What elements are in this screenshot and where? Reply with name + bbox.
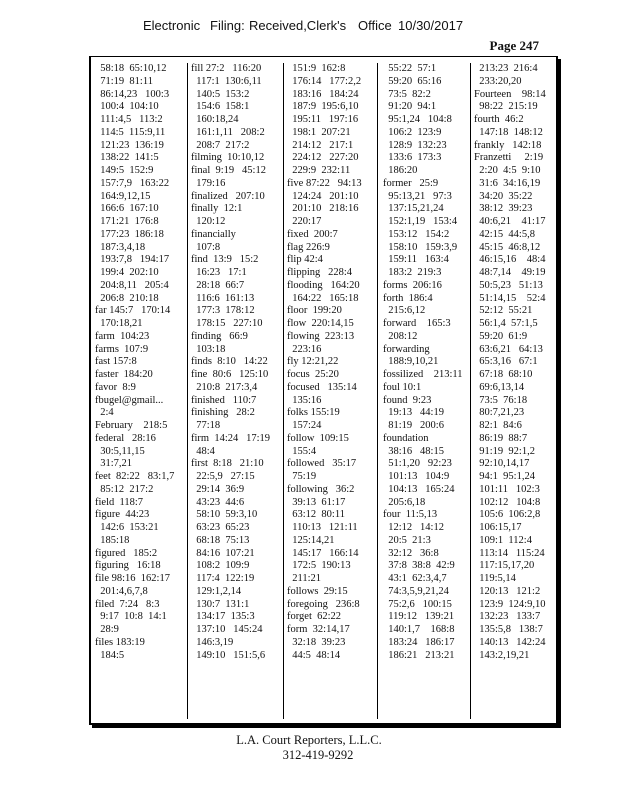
page-footer — [0, 733, 618, 763]
index-entry: 158:10 159:3,9 — [383, 241, 458, 253]
index-entry: 48:7,14 49:19 — [474, 267, 546, 278]
index-entry: 161:1,11 208:2 — [191, 126, 265, 138]
index-entry: 171:21 176:8 — [95, 216, 159, 227]
index-entry: foundation — [383, 432, 429, 444]
index-entry: five 87:22 94:13 — [287, 177, 362, 189]
index-entry: 229:9 232:11 — [287, 165, 351, 176]
header-date: 10/30/2017 — [398, 18, 464, 33]
index-entry: 51:1,20 92:23 — [383, 458, 452, 470]
index-entry: flooding 164:20 — [287, 279, 360, 291]
index-entry: 28:9 — [95, 624, 119, 635]
index-entry: finds 8:10 14:22 — [191, 356, 268, 368]
index-entry: 135:16 — [287, 394, 322, 406]
index-entry: foregoing 236:8 — [287, 598, 360, 610]
index-entry: 132:23 133:7 — [474, 611, 541, 623]
index-entry: 208:12 — [383, 330, 418, 342]
index-entry: foul 10:1 — [383, 381, 422, 393]
index-entry: 201:4,6,7,8 — [95, 585, 148, 597]
index-entry: 187:3,4,18 — [95, 241, 146, 253]
index-entry: 140:1,7 168:8 — [383, 624, 455, 635]
index-entry: fill 27:2 116:20 — [191, 63, 262, 74]
index-entry: faster 184:20 — [95, 369, 153, 380]
index-entry: 48:4 — [191, 445, 215, 457]
index-entry: focus 25:20 — [287, 369, 339, 380]
index-entry: forth 186:4 — [383, 292, 433, 304]
index-entry: 71:19 81:11 — [95, 75, 153, 87]
index-entry: 186:20 — [383, 165, 418, 176]
index-entry: 103:18 — [191, 343, 226, 355]
index-entry: folks 155:19 — [287, 407, 340, 419]
index-entry: follow 109:15 — [287, 432, 349, 444]
index-entry: 128:9 132:23 — [383, 139, 447, 151]
index-entry: 142:6 153:21 — [95, 522, 159, 533]
index-entry: figuring 16:18 — [95, 560, 161, 572]
index-entry: 45:15 46:8,12 — [474, 241, 541, 253]
index-entry: 44:5 48:14 — [287, 649, 341, 661]
index-entry: 166:6 167:10 — [95, 203, 159, 215]
index-entry: federal 28:16 — [95, 432, 156, 444]
index-entry: 92:10,14,17 — [474, 458, 530, 470]
index-entry: 2:4 — [95, 407, 114, 419]
header-office: Office — [358, 18, 392, 33]
index-entry: 157:24 — [287, 420, 322, 431]
index-entry: 12:12 14:12 — [383, 522, 444, 533]
index-entry: 110:13 121:11 — [287, 522, 358, 533]
index-entry: 129:1,2,14 — [191, 585, 242, 597]
index-entry: 149:5 152:9 — [95, 165, 154, 176]
index-entry: field 118:7 — [95, 496, 144, 508]
index-entry: flag 226:9 — [287, 241, 330, 253]
index-entry: 135:5,8 138:7 — [474, 624, 543, 635]
index-entry: 80:7,21,23 — [474, 407, 525, 419]
index-entry: 82:1 84:6 — [474, 420, 522, 431]
index-entry: 160:18,24 — [191, 114, 239, 125]
index-entry: 55:22 57:1 — [383, 63, 437, 74]
index-entry: fine 80:6 125:10 — [191, 369, 269, 380]
index-entry: 106:15,17 — [474, 522, 522, 533]
index-entry: 94:1 95:1,24 — [474, 471, 535, 482]
index-entry: figure 44:23 — [95, 509, 150, 521]
index-entry: 56:1,4 57:1,5 — [474, 318, 538, 329]
index-entry: 119:5,14 — [474, 573, 516, 584]
index-entry: fbugel@gmail... — [95, 394, 164, 406]
index-column-4 — [378, 63, 471, 719]
index-entry: far 145:7 170:14 — [95, 305, 171, 317]
index-entry: 198:1 207:21 — [287, 126, 351, 138]
index-entry: 58:10 59:3,10 — [191, 509, 258, 521]
index-entry: 185:18 — [95, 534, 130, 546]
index-entry: found 9:23 — [383, 394, 432, 406]
index-entry: 120:13 121:2 — [474, 585, 541, 597]
index-entry: 124:24 201:10 — [287, 190, 359, 202]
index-entry: 107:8 — [191, 241, 221, 253]
index-entry: 145:17 166:14 — [287, 547, 359, 559]
index-entry: 95:13,21 97:3 — [383, 190, 452, 202]
index-entry: 81:19 200:6 — [383, 420, 444, 431]
index-entry: Franzetti 2:19 — [474, 152, 544, 164]
index-entry: 172:5 190:13 — [287, 560, 351, 572]
index-entry: 204:8,11 205:4 — [95, 279, 169, 291]
index-entry: forms 206:16 — [383, 279, 442, 291]
index-entry: 120:12 — [191, 216, 226, 227]
index-entry: 59:20 65:16 — [383, 75, 442, 87]
index-entry: 67:18 68:10 — [474, 369, 533, 380]
index-entry: 149:10 151:5,6 — [191, 649, 266, 661]
index-entry: 74:3,5,9,21,24 — [383, 585, 449, 597]
index-entry: 199:4 202:10 — [95, 267, 159, 278]
index-entry: 211:21 — [287, 573, 322, 584]
index-entry: 31:6 34:16,19 — [474, 177, 541, 189]
index-entry: 187:9 195:6,10 — [287, 101, 359, 113]
index-entry: 157:7,9 163:22 — [95, 177, 170, 189]
index-entry: 59:20 61:9 — [474, 330, 528, 342]
index-entry: 73:5 76:18 — [474, 394, 528, 406]
index-entry: finished 110:7 — [191, 394, 257, 406]
index-entry: 183:2 219:3 — [383, 267, 442, 278]
index-entry: 146:3,19 — [191, 636, 234, 648]
index-entry: 63:23 65:23 — [191, 522, 250, 533]
index-entry: finding 66:9 — [191, 330, 248, 342]
page-number: Page 247 — [489, 38, 539, 53]
index-entry: 106:2 123:9 — [383, 126, 442, 138]
index-entry: 52:12 55:21 — [474, 305, 533, 317]
index-entry: 111:4,5 113:2 — [95, 114, 163, 125]
index-entry: 201:10 218:16 — [287, 203, 359, 215]
index-entry: 179:16 — [191, 177, 226, 189]
index-entry: 164:9,12,15 — [95, 190, 151, 202]
footer-phone: 312-419-9292 — [282, 748, 354, 762]
index-entry: flipping 228:4 — [287, 267, 353, 278]
index-entry: 42:15 44:5,8 — [474, 228, 535, 240]
index-entry: 121:23 136:19 — [95, 139, 164, 151]
index-entry: 86:14,23 100:3 — [95, 88, 170, 100]
index-entry: financially — [191, 228, 236, 240]
index-column-2 — [188, 63, 284, 719]
index-entry: figured 185:2 — [95, 547, 158, 559]
index-entry: focused 135:14 — [287, 381, 357, 393]
index-entry: first 8:18 21:10 — [191, 458, 264, 470]
index-entry: 63:12 80:11 — [287, 509, 345, 521]
header-filing: Filing: — [210, 18, 245, 33]
index-entry: 177:3 178:12 — [191, 305, 255, 317]
index-column-5 — [471, 63, 557, 719]
index-entry: 206:8 210:18 — [95, 292, 159, 304]
index-entry: 223:16 — [287, 343, 322, 355]
index-entry: following 36:2 — [287, 483, 355, 495]
index-entry: fast 157:8 — [95, 356, 137, 368]
index-entry: 153:12 154:2 — [383, 228, 450, 240]
index-entry: 46:15,16 48:4 — [474, 254, 546, 266]
index-entry: flip 42:4 — [287, 254, 323, 266]
index-entry: 183:16 184:24 — [287, 88, 359, 100]
index-entry: 140:5 153:2 — [191, 88, 250, 100]
index-entry: 178:15 227:10 — [191, 318, 263, 329]
index-entry: filming 10:10,12 — [191, 152, 265, 164]
index-entry: 2:20 4:5 9:10 — [474, 165, 541, 176]
index-entry: 184:5 — [95, 649, 125, 661]
index-entry: 40:6,21 41:17 — [474, 216, 546, 227]
index-entry: find 13:9 15:2 — [191, 254, 259, 266]
index-entry: 117:4 122:19 — [191, 573, 255, 584]
index-entry: fossilized 213:11 — [383, 369, 463, 380]
index-entry: frankly 142:18 — [474, 139, 542, 151]
index-entry: fixed 200:7 — [287, 228, 338, 240]
index-entry: fly 12:21,22 — [287, 356, 339, 368]
index-entry: 208:7 217:2 — [191, 139, 250, 151]
index-entry: 32:18 39:23 — [287, 636, 346, 648]
footer-company: L.A. Court Reporters, L.L.C. — [236, 733, 382, 747]
index-entry: 16:23 17:1 — [191, 267, 247, 278]
index-entry: flowing 223:13 — [287, 330, 355, 342]
index-entry: 50:5,23 51:13 — [474, 279, 543, 291]
index-entry: 233:20,20 — [474, 75, 522, 87]
index-entry: 137:15,21,24 — [383, 203, 444, 215]
index-entry: 123:9 124:9,10 — [474, 598, 546, 610]
index-entry: 164:22 165:18 — [287, 292, 359, 304]
index-entry: files 183:19 — [95, 636, 145, 648]
index-entry: finalized 207:10 — [191, 190, 265, 202]
index-entry: 38:16 48:15 — [383, 445, 444, 457]
index-entry: farm 104:23 — [95, 330, 150, 342]
index-entry: 210:8 217:3,4 — [191, 381, 258, 393]
index-entry: 195:11 197:16 — [287, 114, 359, 125]
index-entry: 147:18 148:12 — [474, 126, 543, 138]
index-entry: 130:7 131:1 — [191, 598, 250, 610]
index-entry: finally 12:1 — [191, 203, 243, 215]
index-entry: 177:23 186:18 — [95, 228, 164, 240]
index-entry: Fourteen 98:14 — [474, 88, 546, 100]
index-entry: 155:4 — [287, 445, 317, 457]
index-entry: floor 199:20 — [287, 305, 342, 317]
index-entry: 29:14 36:9 — [191, 483, 245, 495]
index-entry: 117:15,17,20 — [474, 560, 535, 572]
index-entry: followed 35:17 — [287, 458, 357, 470]
index-entry: 138:22 141:5 — [95, 152, 159, 164]
index-entry: 152:1,19 153:4 — [383, 216, 458, 227]
index-entry: 117:1 130:6,11 — [191, 75, 262, 87]
index-entry: 19:13 44:19 — [383, 407, 444, 419]
index-entry: final 9:19 45:12 — [191, 165, 266, 176]
index-entry: 134:17 135:3 — [191, 611, 255, 623]
index-entry: finishing 28:2 — [191, 407, 255, 419]
index-entry: 104:13 165:24 — [383, 483, 455, 495]
index-entry: 75:2,6 100:15 — [383, 598, 452, 610]
index-entry: favor 8:9 — [95, 381, 136, 393]
index-entry: 105:6 106:2,8 — [474, 509, 541, 521]
index-entry: 51:14,15 52:4 — [474, 292, 546, 304]
index-entry: 137:10 145:24 — [191, 624, 263, 635]
index-entry: 65:3,16 67:1 — [474, 356, 538, 368]
index-column-1 — [91, 63, 188, 719]
index-entry: firm 14:24 17:19 — [191, 432, 271, 444]
index-entry: 101:13 104:9 — [383, 471, 450, 482]
index-entry: 220:17 — [287, 216, 322, 227]
index-entry: follows 29:15 — [287, 585, 348, 597]
index-entry: 20:5 21:3 — [383, 534, 431, 546]
index-entry: 68:18 75:13 — [191, 534, 250, 546]
index-entry: 30:5,11,15 — [95, 445, 145, 457]
index-table — [89, 56, 558, 725]
index-entry: 28:18 66:7 — [191, 279, 245, 291]
index-entry: 151:9 162:8 — [287, 63, 346, 74]
index-entry: 39:13 61:17 — [287, 496, 346, 508]
index-entry: 205:6,18 — [383, 496, 426, 508]
index-entry: 133:6 173:3 — [383, 152, 442, 164]
index-entry: 213:23 216:4 — [474, 63, 538, 74]
index-entry: 215:6,12 — [383, 305, 426, 317]
index-entry: farms 107:9 — [95, 343, 149, 355]
index-entry: 43:23 44:6 — [191, 496, 245, 508]
index-entry: 58:18 65:10,12 — [95, 63, 167, 74]
index-entry: 75:19 — [287, 471, 317, 482]
index-entry: 9:17 10:8 14:1 — [95, 611, 167, 623]
index-entry: 183:24 186:17 — [383, 636, 455, 648]
index-entry: 114:5 115:9,11 — [95, 126, 166, 138]
index-entry: 73:5 82:2 — [383, 88, 431, 100]
index-entry: 224:12 227:20 — [287, 152, 359, 164]
index-entry: 63:6,21 64:13 — [474, 343, 543, 355]
index-entry: 176:14 177:2,2 — [287, 75, 362, 87]
index-entry: 125:14,21 — [287, 534, 335, 546]
index-entry: 91:20 94:1 — [383, 101, 437, 113]
index-entry: 116:6 161:13 — [191, 292, 255, 304]
index-entry: 170:18,21 — [95, 318, 143, 329]
index-entry: 22:5,9 27:15 — [191, 471, 255, 482]
index-entry: 140:13 142:24 — [474, 636, 546, 648]
index-entry: 43:1 62:3,4,7 — [383, 573, 447, 584]
index-entry: 193:7,8 194:17 — [95, 254, 170, 266]
index-entry: February 218:5 — [95, 420, 168, 431]
index-entry: 31:7,21 — [95, 458, 133, 470]
header-electronic: Electronic — [143, 18, 201, 33]
index-entry: 109:1 112:4 — [474, 534, 532, 546]
index-entry: file 98:16 162:17 — [95, 573, 170, 584]
index-entry: 101:11 102:3 — [474, 483, 540, 495]
index-entry: 38:12 39:23 — [474, 203, 533, 215]
index-entry: forget 62:22 — [287, 611, 342, 623]
index-entry: 91:19 92:1,2 — [474, 445, 535, 457]
index-entry: 77:18 — [191, 420, 221, 431]
index-entry: 186:21 213:21 — [383, 649, 455, 661]
index-entry: 98:22 215:19 — [474, 101, 538, 113]
index-entry: forward 165:3 — [383, 318, 451, 329]
index-entry: 84:16 107:21 — [191, 547, 255, 559]
index-entry: 86:19 88:7 — [474, 432, 528, 444]
index-entry: form 32:14,17 — [287, 624, 350, 635]
index-entry: 37:8 38:8 42:9 — [383, 560, 455, 572]
index-entry: 188:9,10,21 — [383, 356, 439, 368]
index-entry: former 25:9 — [383, 177, 439, 189]
index-entry: 113:14 115:24 — [474, 547, 545, 559]
index-entry: 143:2,19,21 — [474, 649, 530, 661]
index-entry: 85:12 217:2 — [95, 483, 154, 495]
index-entry: 95:1,24 104:8 — [383, 114, 452, 125]
index-column-3 — [284, 63, 378, 719]
index-entry: 102:12 104:8 — [474, 496, 541, 508]
index-entry: 119:12 139:21 — [383, 611, 455, 623]
index-entry: 108:2 109:9 — [191, 560, 250, 572]
index-entry: 100:4 104:10 — [95, 101, 159, 113]
index-entry: fourth 46:2 — [474, 114, 524, 125]
index-entry: feet 82:22 83:1,7 — [95, 471, 175, 482]
index-entry: forwarding — [383, 343, 430, 355]
index-entry: flow 220:14,15 — [287, 318, 354, 329]
index-entry: 214:12 217:1 — [287, 139, 354, 151]
index-entry: 154:6 158:1 — [191, 101, 250, 113]
index-entry: 34:20 35:22 — [474, 190, 533, 202]
index-entry: 69:6,13,14 — [474, 381, 525, 393]
index-entry: four 11:5,13 — [383, 509, 438, 521]
index-entry: filed 7:24 8:3 — [95, 598, 160, 610]
index-entry: 159:11 163:4 — [383, 254, 449, 266]
header-received: Received,Clerk's — [249, 18, 347, 33]
index-entry: 32:12 36:8 — [383, 547, 439, 559]
